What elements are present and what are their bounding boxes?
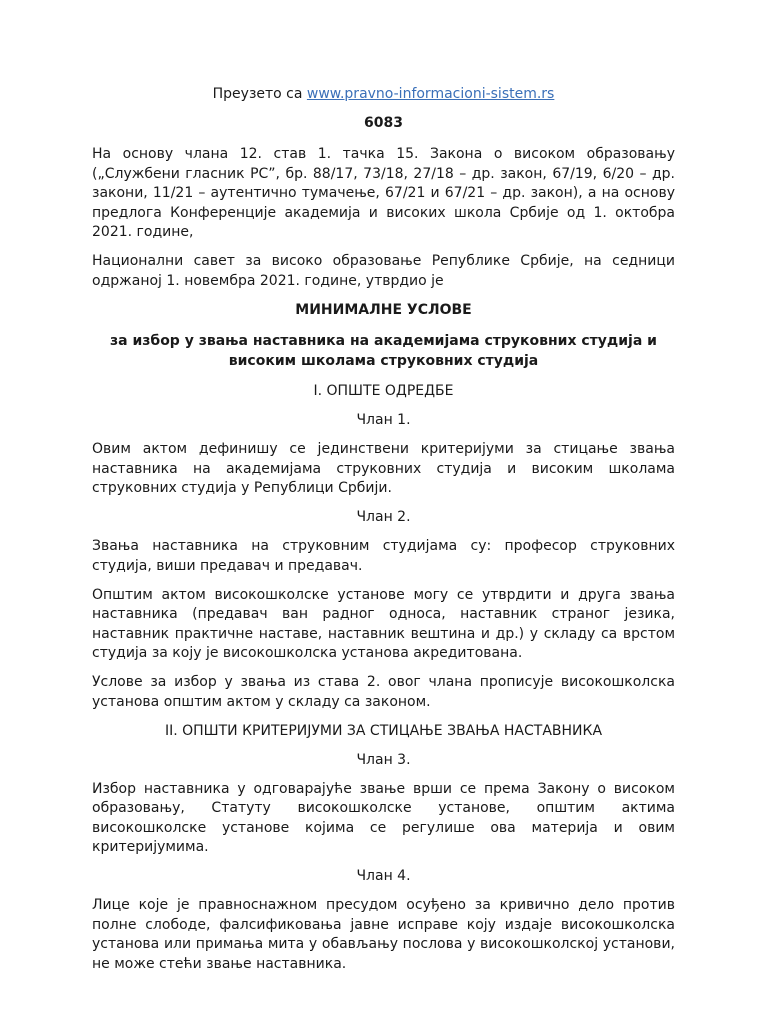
document-subtitle: за избор у звања наставника на академијама струковних студија и високим школама струковних студија xyxy=(110,333,657,369)
source-prefix: Преузето са xyxy=(212,86,307,102)
source-line xyxy=(92,85,675,105)
source-link[interactable]: www.pravno-informacioni-sistem.rs xyxy=(306,86,555,102)
article-1-title: Члан 1. xyxy=(356,412,411,428)
article-4-text: Лице које је правноснажном пресудом осуђено за кривично дело против полне слободе, фалсификовања јавне исправе коју издаје високошколска установа или примања мита у обављању послова у високошколској установи, не може стећи звање наставника. xyxy=(92,897,675,972)
document-title: МИНИМАЛНЕ УСЛОВЕ xyxy=(295,301,472,318)
article-2-paragraph-2: Општим актом високошколске установе могу се утврдити и друга звања наставника (предавач ван радног односа, наставник страног језика, наставник практичне наставе, наставник вештина и др.) у складу са врстом студија за коју је високошколска установа акредитована. xyxy=(92,586,675,661)
document-body xyxy=(92,85,675,984)
preamble-paragraph-2: Национални савет за високо образовање Републике Србије, на седници одржаној 1. новембра 2021. године, утврдио је xyxy=(92,253,675,289)
article-2-paragraph-3: Услове за избор у звања из става 2. овог члана прописује високошколска установа општим актом у складу са законом. xyxy=(92,674,675,710)
article-1-text: Овим актом дефинишу се јединствени критеријуми за стицање звања наставника на академијама струковних студија и високим школама струковних студија у Републици Србији. xyxy=(92,441,675,496)
section-heading-2: II. ОПШТИ КРИТЕРИЈУМИ ЗА СТИЦАЊЕ ЗВАЊА НАСТАВНИКА xyxy=(164,722,603,739)
document-number: 6083 xyxy=(364,114,403,131)
section-heading-1: I. ОПШТЕ ОДРЕДБЕ xyxy=(313,383,454,399)
article-2-title: Члан 2. xyxy=(356,509,411,525)
preamble-paragraph-1: На основу члана 12. став 1. тачка 15. Закона о високом образовању („Службени гласник РС”, бр. 88/17, 73/18, 27/18 – др. закон, 67/19, 6/20 – др. закони, 11/21 – аутентично тумачење, 67/21 и 67/21 – др. закон), а на основу предлога Конференције академија и високих школа Србије од 1. октобра 2021. године, xyxy=(92,146,675,240)
article-3-title: Члан 3. xyxy=(356,751,411,768)
article-3-text: Избор наставника у одговарајуће звање врши се према Закону о високом образовању, Статуту високошколске установе, општим актима високошколске установе којима се регулише ова материја и овим критеријумима. xyxy=(92,780,675,855)
article-2-paragraph-1: Звања наставника на струковним студијама су: професор струковних студија, виши предавач и предавач. xyxy=(92,538,675,574)
article-4-title: Члан 4. xyxy=(356,868,411,884)
